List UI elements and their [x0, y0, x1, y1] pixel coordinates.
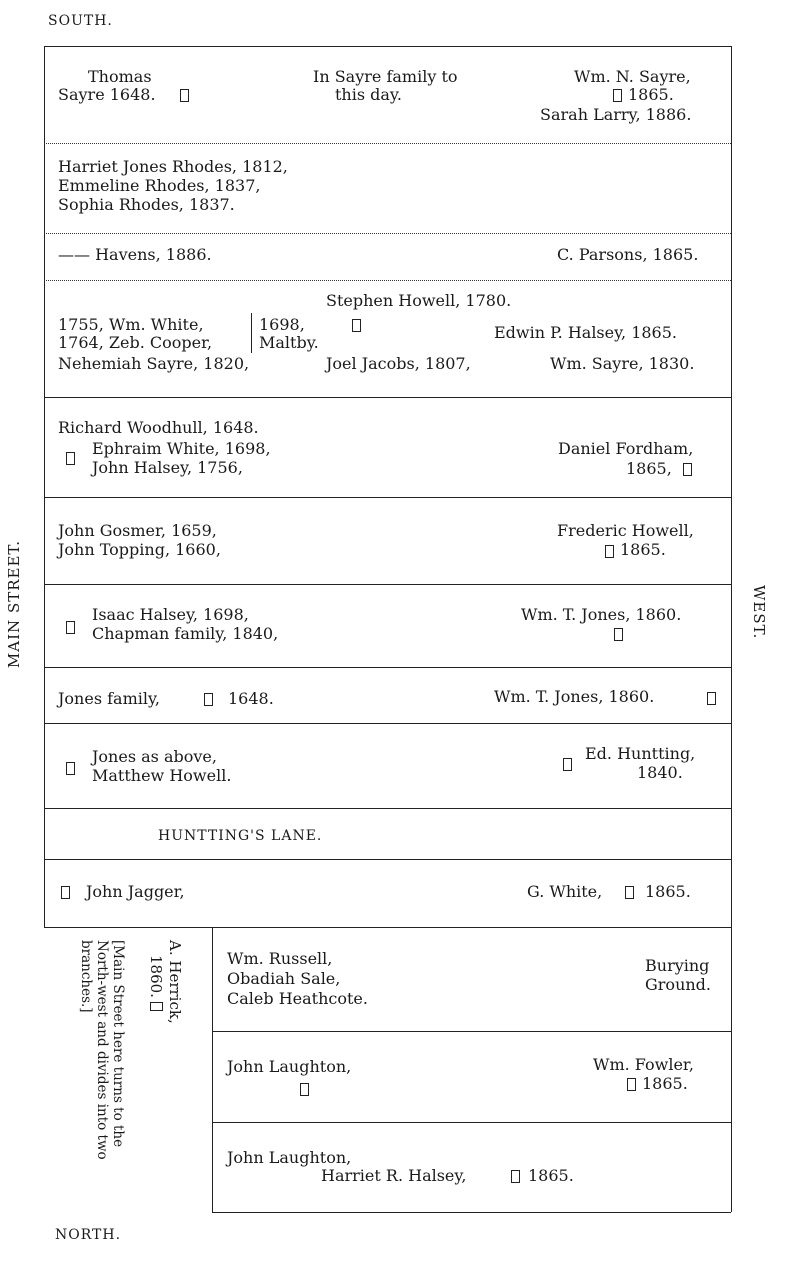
- row1-right-2: 1865.: [628, 85, 674, 104]
- side-note-3: branches.]: [78, 940, 94, 1013]
- row13-line-2b: 1865.: [528, 1166, 574, 1185]
- row13-line-2: Harriet R. Halsey,: [321, 1166, 467, 1185]
- lower-bottom-boundary: [212, 1212, 731, 1213]
- row4-top: Stephen Howell, 1780.: [326, 291, 512, 310]
- lot-marker-icon: [61, 886, 70, 899]
- row10-right-1: G. White,: [527, 882, 603, 901]
- row1-left-1: Thomas: [88, 67, 152, 86]
- row9-line-1: Jones as above,: [92, 747, 217, 766]
- row2-line-3: Sophia Rhodes, 1837.: [58, 195, 235, 214]
- row4-mid-2: Maltby.: [259, 333, 319, 352]
- row8-right: Wm. T. Jones, 1860.: [494, 687, 655, 706]
- south-label: SOUTH.: [48, 13, 113, 29]
- row4-bottom-1: Nehemiah Sayre, 1820,: [58, 354, 250, 373]
- row1-right-1: Wm. N. Sayre,: [574, 67, 691, 86]
- row-divider: [44, 927, 731, 928]
- row11-right-1: Burying: [645, 956, 710, 975]
- row-divider: [44, 808, 731, 809]
- lot-marker-icon: [627, 1078, 636, 1091]
- row7-line-1: Isaac Halsey, 1698,: [92, 605, 249, 624]
- row4-left-2: 1764, Zeb. Cooper,: [58, 333, 213, 352]
- row7-line-2: Chapman family, 1840,: [92, 624, 279, 643]
- row11-right-2: Ground.: [645, 975, 711, 994]
- lot-marker-icon: [683, 463, 692, 476]
- row-divider: [212, 1122, 731, 1123]
- lot-marker-icon: [614, 628, 623, 641]
- row-divider: [44, 397, 731, 398]
- lot-marker-icon: [66, 621, 75, 634]
- lot-marker-icon: [66, 452, 75, 465]
- row5-line-2: Ephraim White, 1698,: [92, 439, 271, 458]
- row12-right-2: 1865.: [642, 1074, 688, 1093]
- row12-right-1: Wm. Fowler,: [593, 1055, 694, 1074]
- row8-left-1: Jones family,: [58, 689, 160, 708]
- row3-left: —— Havens, 1886.: [58, 245, 212, 264]
- row11-line-3: Caleb Heathcote.: [227, 989, 368, 1008]
- herrick-line-1: A. Herrick,: [166, 940, 184, 1024]
- row5-line-1: Richard Woodhull, 1648.: [58, 418, 259, 437]
- lot-marker-icon: [352, 319, 361, 332]
- north-label: NORTH.: [55, 1227, 122, 1243]
- row1-left-2: Sayre 1648.: [58, 85, 156, 104]
- row4-left-1: 1755, Wm. White,: [58, 315, 204, 334]
- row9-line-2: Matthew Howell.: [92, 766, 232, 785]
- row1-mid-2: this day.: [335, 85, 402, 104]
- row-divider: [44, 723, 731, 724]
- row-divider: [44, 584, 731, 585]
- row6-line-2: John Topping, 1660,: [58, 540, 221, 559]
- huntting-lane-label: HUNTTING'S LANE.: [158, 828, 323, 844]
- side-note-1: [Main Street here turns to the: [110, 940, 126, 1148]
- lot-marker-icon: [204, 693, 213, 706]
- row6-line-1: John Gosmer, 1659,: [58, 521, 217, 540]
- lot-marker-icon: [180, 89, 189, 102]
- main-street-label: MAIN STREET.: [5, 540, 23, 669]
- row13-line-1: John Laughton,: [227, 1148, 352, 1167]
- row4-bottom-2: Joel Jacobs, 1807,: [326, 354, 471, 373]
- lot-marker-icon: [563, 758, 572, 771]
- row10-left: John Jagger,: [86, 882, 185, 901]
- row12-left: John Laughton,: [227, 1057, 352, 1076]
- west-label: WEST.: [750, 585, 768, 640]
- row-divider: [44, 497, 731, 498]
- row-divider: [44, 859, 731, 860]
- row-divider: [212, 1031, 731, 1032]
- lot-marker-icon: [605, 545, 614, 558]
- row5-right-2: 1865,: [626, 459, 672, 478]
- lot-marker-icon: [625, 886, 634, 899]
- row2-line-2: Emmeline Rhodes, 1837,: [58, 176, 261, 195]
- lot-marker-icon: [613, 89, 622, 102]
- row4-mid-1: 1698,: [259, 315, 305, 334]
- row4-divider: [251, 313, 252, 353]
- row-divider: [44, 233, 731, 234]
- lot-marker-icon: [66, 762, 75, 775]
- row8-left-2: 1648.: [228, 689, 274, 708]
- row9-right-1: Ed. Huntting,: [585, 744, 696, 763]
- row-divider: [44, 280, 731, 281]
- row-divider: [44, 143, 731, 144]
- lot-marker-icon: [707, 692, 716, 705]
- row3-right: C. Parsons, 1865.: [557, 245, 699, 264]
- row6-right-2: 1865.: [620, 540, 666, 559]
- row2-line-1: Harriet Jones Rhodes, 1812,: [58, 157, 288, 176]
- row11-line-1: Wm. Russell,: [227, 949, 333, 968]
- frame-left: [44, 46, 45, 928]
- row4-right: Edwin P. Halsey, 1865.: [494, 323, 677, 342]
- row9-right-2: 1840.: [637, 763, 683, 782]
- lot-marker-icon: [150, 1002, 163, 1011]
- lot-marker-icon: [511, 1170, 520, 1183]
- row5-line-3: John Halsey, 1756,: [92, 458, 243, 477]
- row7-right-1: Wm. T. Jones, 1860.: [521, 605, 682, 624]
- side-note-2: North-west and divides into two: [94, 940, 110, 1160]
- row11-line-2: Obadiah Sale,: [227, 969, 341, 988]
- herrick-line-2: 1860.: [147, 955, 165, 998]
- row4-bottom-3: Wm. Sayre, 1830.: [550, 354, 695, 373]
- row10-right-2: 1865.: [645, 882, 691, 901]
- lot-marker-icon: [300, 1083, 309, 1096]
- lower-left-boundary: [212, 927, 213, 1212]
- row-divider: [44, 667, 731, 668]
- row1-mid-1: In Sayre family to: [313, 67, 458, 86]
- frame-top: [44, 46, 731, 47]
- row5-right-1: Daniel Fordham,: [558, 439, 694, 458]
- row1-right-3: Sarah Larry, 1886.: [540, 105, 692, 124]
- row6-right-1: Frederic Howell,: [557, 521, 694, 540]
- frame-right: [731, 46, 732, 1212]
